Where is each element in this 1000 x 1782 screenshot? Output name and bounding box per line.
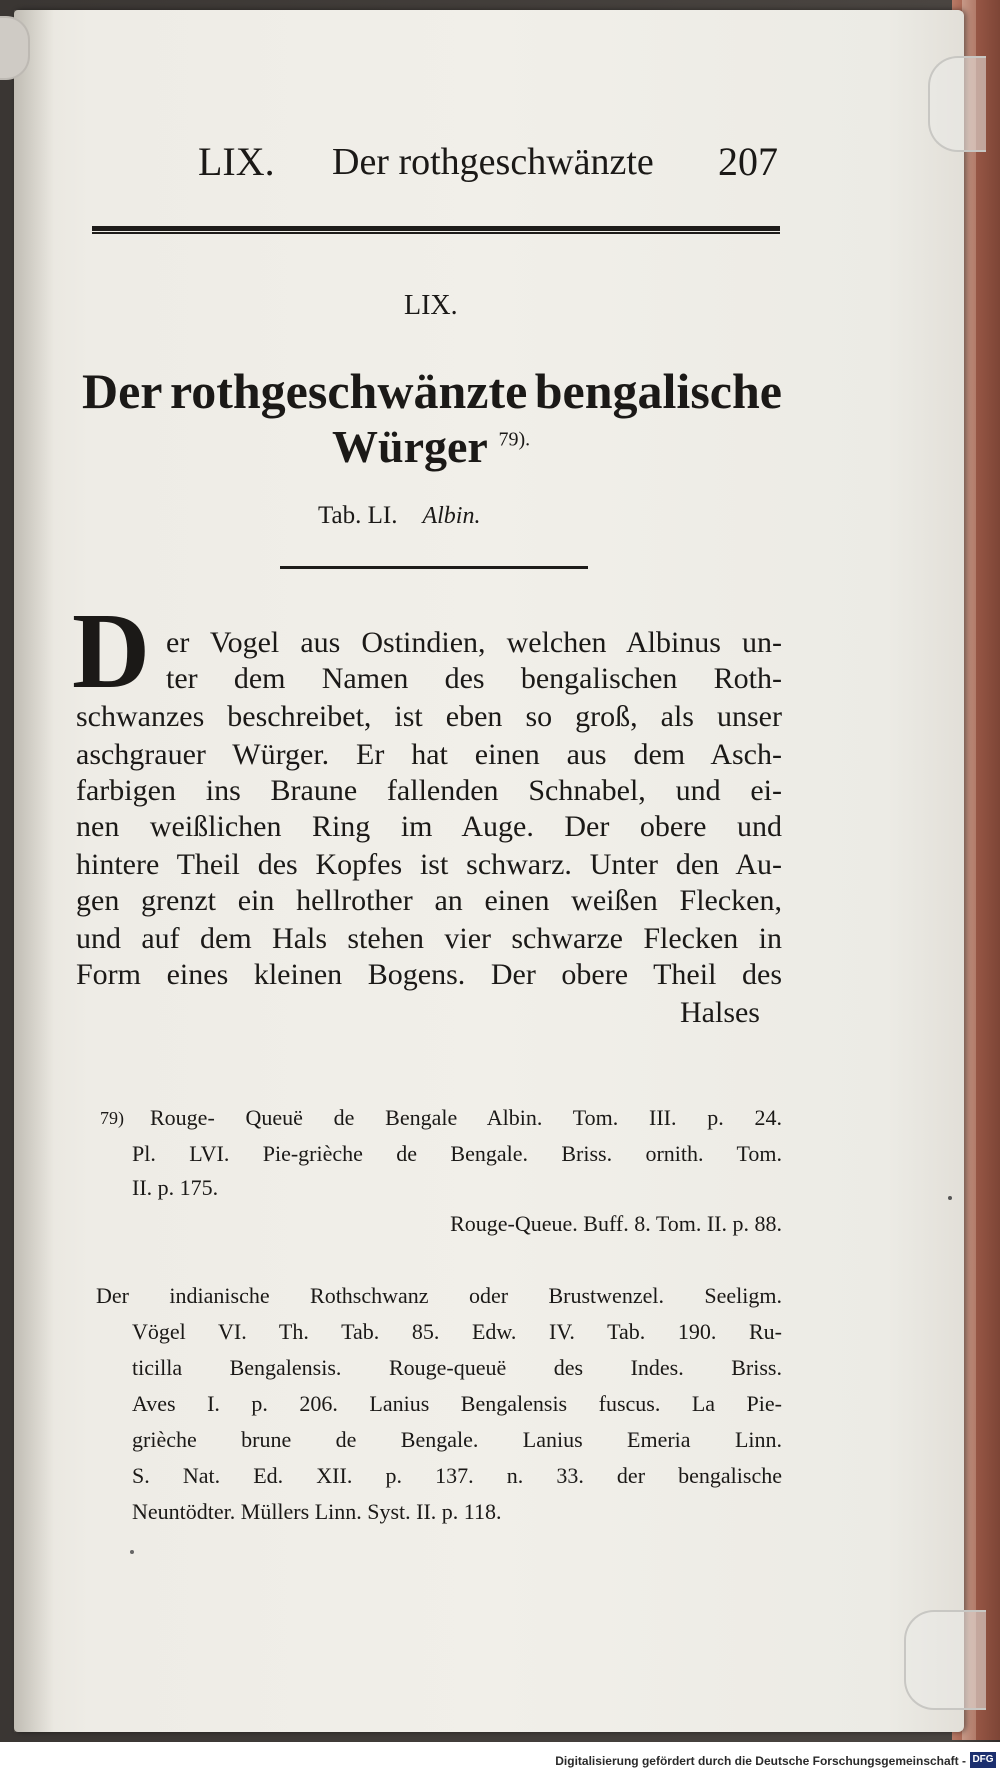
chapter-title-line-1 [82, 362, 782, 420]
footnote-line: Rouge-Queue. Buff. 8. Tom. II. p. 88. [450, 1211, 782, 1236]
page-clip-bottom [904, 1610, 986, 1710]
chapter-title-word: Der [82, 363, 163, 419]
footnote-line: Vögel VI. Th. Tab. 85. Edw. IV. Tab. 190. Ru- [132, 1319, 782, 1344]
body-text-line: ter dem Namen des bengalischen Roth- [166, 662, 782, 695]
footnote-line: Aves I. p. 206. Lanius Bengalensis fuscus. La Pie- [132, 1391, 782, 1416]
page-clip-top [928, 56, 986, 152]
digitization-credit: Digitalisierung gefördert durch die Deutsche Forschungsgemeinschaft - [555, 1754, 966, 1768]
body-text-line: hintere Theil des Kopfes ist schwarz. Unter den Au- [76, 848, 782, 881]
chapter-title-word: Würger [332, 421, 488, 472]
dfg-logo: DFG [970, 1752, 996, 1768]
plate-source: Albin. [422, 503, 481, 529]
chapter-title-word: rothgeschwänzte [169, 363, 528, 419]
body-text-line: gen grenzt ein hellrother an einen weißen Flecken, [76, 884, 782, 917]
footnote-line: ticilla Bengalensis. Rouge-queuë des Indes. Briss. [132, 1355, 782, 1380]
page-gutter-shadow [14, 10, 54, 1732]
page-speck [948, 1196, 952, 1200]
footnote-line: Pl. LVI. Pie-grièche de Bengale. Briss. ornith. Tom. [132, 1141, 782, 1166]
body-text-line: nen weißlichen Ring im Auge. Der obere und [76, 810, 782, 843]
footnote-line: Rouge- Queuë de Bengale Albin. Tom. III. p. 24. [150, 1105, 782, 1130]
plate-number: Tab. LI. [318, 502, 398, 529]
body-text-line: aschgrauer Würger. Er hat einen aus dem Asch- [76, 738, 782, 771]
footnote-marker: 79) [100, 1108, 124, 1128]
page-number: 207 [718, 139, 778, 184]
chapter-numeral: LIX. [404, 290, 458, 321]
section-rule [280, 566, 588, 569]
footnote-line: grièche brune de Bengale. Lanius Emeria Linn. [132, 1427, 782, 1452]
running-header-title: Der rothgeschwänzte [332, 141, 654, 183]
chapter-title-line-2 [332, 420, 530, 473]
body-text-line: und auf dem Hals stehen vier schwarze Flecken in [76, 922, 782, 955]
body-text-line: er Vogel aus Ostindien, welchen Albinus un- [166, 626, 782, 659]
footnote-line: Neuntödter. Müllers Linn. Syst. II. p. 118. [132, 1499, 502, 1524]
plate-reference [318, 502, 480, 530]
drop-cap: D [72, 592, 150, 711]
catchword: Halses [680, 996, 760, 1029]
footnote-reference: 79). [498, 428, 531, 451]
running-header-numeral: LIX. [198, 139, 275, 184]
footnote-line: Der indianische Rothschwanz oder Brustwenzel. Seeligm. [96, 1283, 782, 1308]
header-double-rule [92, 226, 780, 234]
binding-highlight [962, 0, 976, 1740]
chapter-title-word: bengalische [534, 363, 782, 419]
body-text-line: Form eines kleinen Bogens. Der obere Theil des [76, 958, 782, 991]
footnote-line: S. Nat. Ed. XII. p. 137. n. 33. der bengalische [132, 1463, 782, 1488]
page-speck [130, 1550, 134, 1554]
body-text-line: farbigen ins Braune fallenden Schnabel, und ei- [76, 774, 782, 807]
footnote-line: II. p. 175. [132, 1175, 219, 1200]
body-text-line: schwanzes beschreibet, ist eben so groß, als unser [76, 700, 782, 733]
